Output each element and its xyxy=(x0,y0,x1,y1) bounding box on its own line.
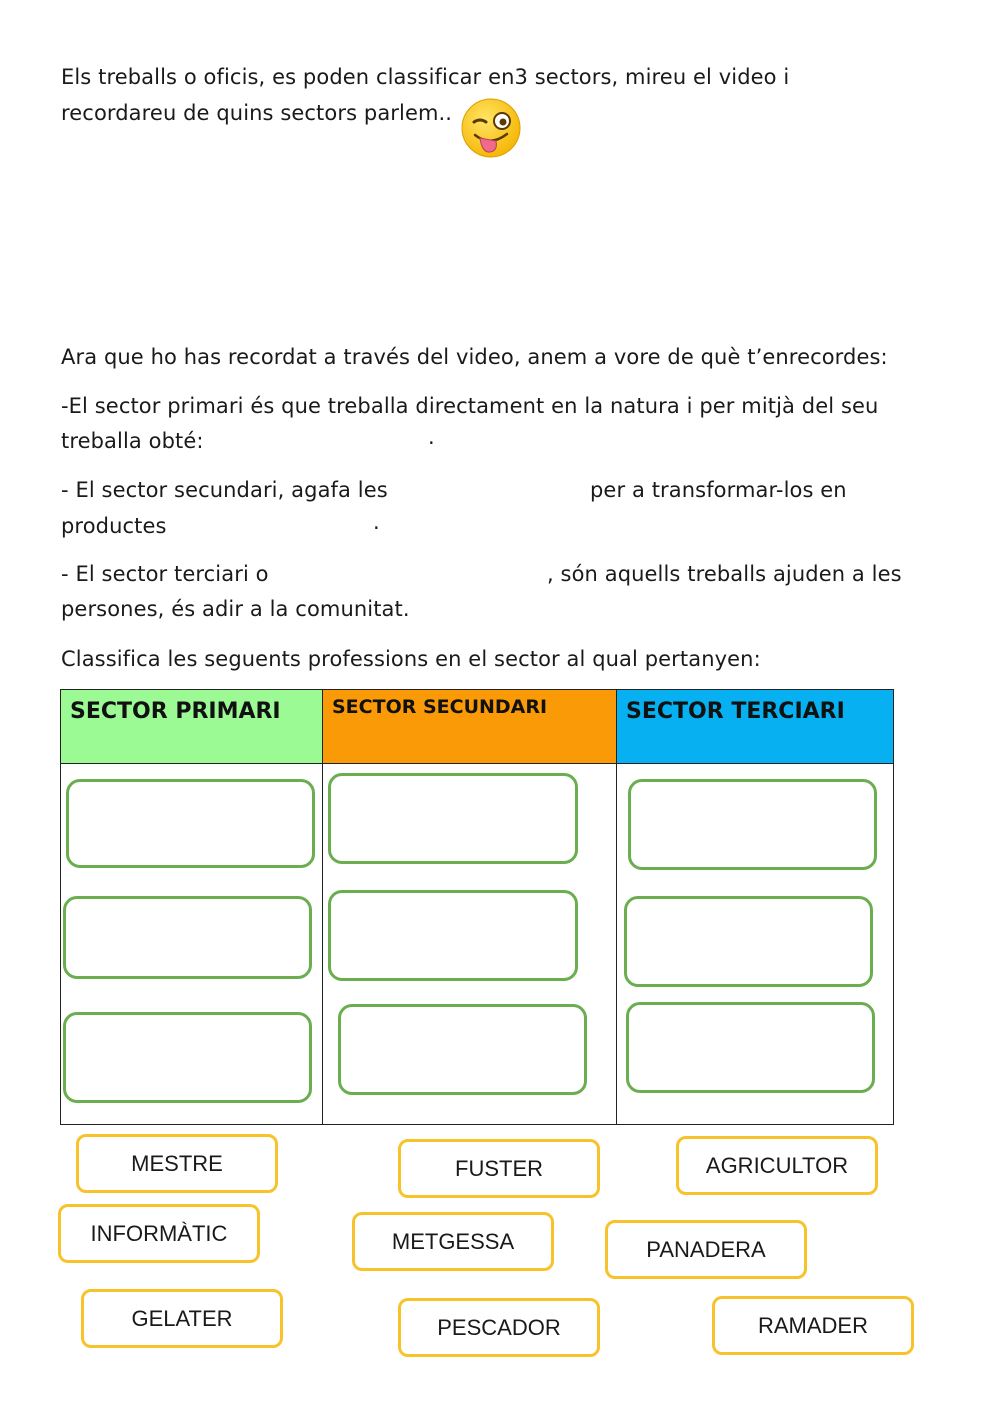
header-sector-terciari: SECTOR TERCIARI xyxy=(617,690,893,764)
header-sector-secundari: SECTOR SECUNDARI xyxy=(323,690,616,764)
drop-zone-terciari-2[interactable] xyxy=(624,896,873,987)
chip-gelater[interactable]: GELATER xyxy=(81,1289,283,1348)
drop-zone-terciari-3[interactable] xyxy=(626,1002,875,1093)
q1-answer-blank[interactable] xyxy=(220,428,420,456)
q1-period: . xyxy=(428,425,435,449)
q3-line-2: persones, és adir a la comunitat. xyxy=(61,597,410,621)
q3-answer-blank[interactable] xyxy=(296,561,546,589)
q1-line-1: -El sector primari és que treballa directament en la natura i per mitjà del seu xyxy=(61,394,879,418)
chip-fuster[interactable]: FUSTER xyxy=(398,1139,600,1198)
drop-zone-primari-2[interactable] xyxy=(63,896,312,979)
q3-line-1-end: , són aquells treballs ajuden a les xyxy=(547,562,902,586)
q2-line-2: productes xyxy=(61,514,167,538)
chip-panadera[interactable]: PANADERA xyxy=(605,1220,807,1279)
q2-line-1-start: - El sector secundari, agafa les xyxy=(61,478,388,502)
drop-zone-terciari-1[interactable] xyxy=(628,779,877,870)
drop-zone-secundari-1[interactable] xyxy=(328,773,578,864)
q2-period: . xyxy=(373,510,380,534)
q1-line-2: treballa obté: xyxy=(61,429,204,453)
intro-line-1: Els treballs o oficis, es poden classificar en3 sectors, mireu el video i xyxy=(61,65,790,89)
chip-pescador[interactable]: PESCADOR xyxy=(398,1298,600,1357)
q2-line-1-end: per a transformar-los en xyxy=(590,478,847,502)
q2-answer-blank-1[interactable] xyxy=(410,477,580,505)
chip-mestre[interactable]: MESTRE xyxy=(76,1134,278,1193)
intro-line-2: recordareu de quins sectors parlem.. xyxy=(61,101,453,125)
chip-metgessa[interactable]: METGESSA xyxy=(352,1212,554,1271)
questions-lead: Ara que ho has recordat a través del video, anem a vore de què t’enrecordes: xyxy=(61,345,888,369)
drop-zone-secundari-3[interactable] xyxy=(338,1004,587,1095)
q2-answer-blank-2[interactable] xyxy=(180,513,370,541)
drop-zone-primari-1[interactable] xyxy=(66,779,315,868)
winking-tongue-emoji-icon xyxy=(460,97,522,159)
chip-informatic[interactable]: INFORMÀTIC xyxy=(58,1204,260,1263)
q3-line-1-start: - El sector terciari o xyxy=(61,562,269,586)
drop-zone-primari-3[interactable] xyxy=(63,1012,312,1103)
chip-agricultor[interactable]: AGRICULTOR xyxy=(676,1136,878,1195)
drop-zone-secundari-2[interactable] xyxy=(328,890,578,981)
chip-ramader[interactable]: RAMADER xyxy=(712,1296,914,1355)
header-sector-primari: SECTOR PRIMARI xyxy=(61,690,322,764)
classify-instruction: Classifica les seguents professions en el sector al qual pertanyen: xyxy=(61,647,761,671)
